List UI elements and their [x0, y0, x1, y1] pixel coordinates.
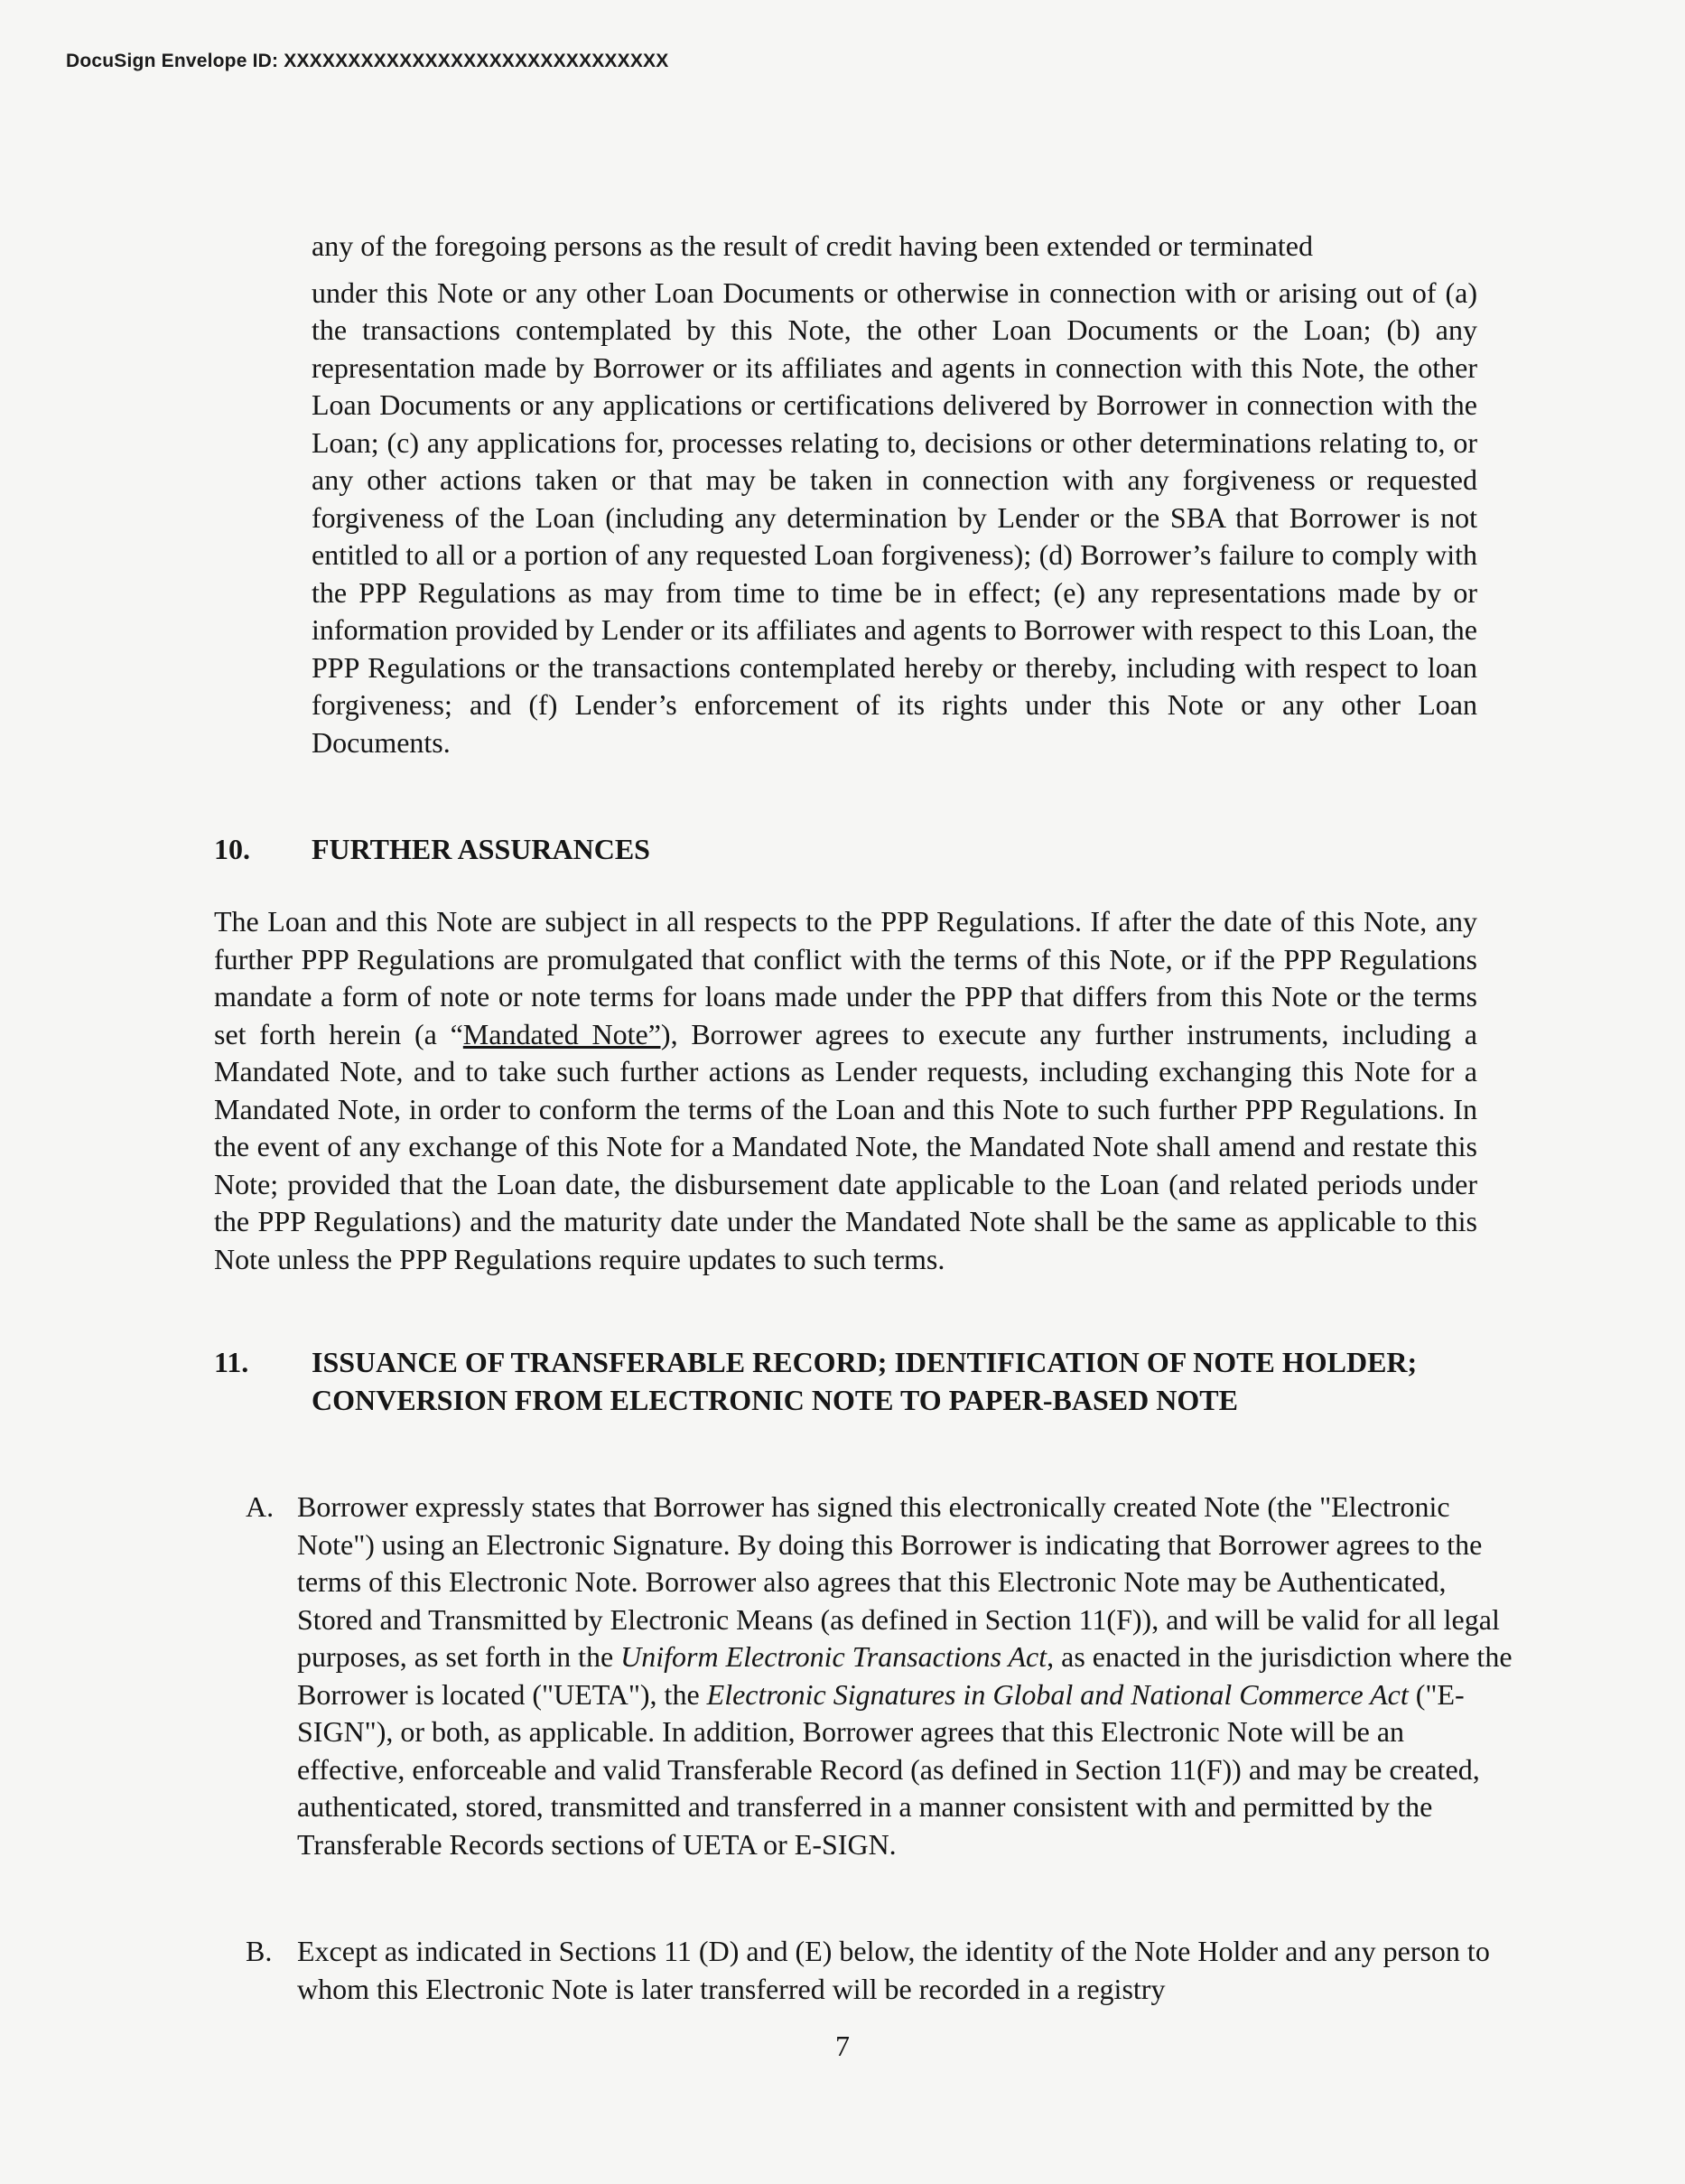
continuation-text: under this Note or any other Loan Documents or otherwise in connection with or arising out of (a) the transactions contemplated by this Note, the other Loan Documents or the Loan; (b) any representation made by Borrower or its affiliates and agents in connection with this Note, the other Loan Documents or any applications or certifications delivered by Borrower in connection with the Loan; (c) any applications for, processes relating to, decisions or other determinations relating to, or any other actions taken or that may be taken in connection with any forgiveness or requested forgiveness of the Loan (including any determination by Lender or the SBA that Borrower is not entitled to all or a portion of any requested Loan forgiveness); (d) Borrower’s failure to comply with the PPP Regulations as may from time to time be in effect; (e) any representations made by or information provided by Lender or its affiliates and agents to Borrower with respect to this Loan, the PPP Regulations or the transactions contemplated hereby or thereby, including with respect to loan forgiveness; and (f) Lender’s enforcement of its rights under this Note or any other Loan Documents.	[312, 275, 1477, 759]
section-title: FURTHER ASSURANCES	[312, 833, 650, 865]
paragraph-text: The Loan and this Note are subject in all respects to the PPP Regulations. If after the date of this Note, any further PPP Regulations are promulgated that conflict with the terms of this Note, or if the PPP Regulations mandate a form of note or note terms for loans made under the PPP that differs from this Note or the terms set forth herein (a “	[214, 905, 1477, 1050]
list-item-label: A.	[246, 1490, 275, 1523]
section-10-paragraph	[214, 903, 1477, 1278]
list-item-text	[297, 1489, 1513, 1863]
item-text-part: Borrower expressly states that Borrower has signed this electronically created Note (the "Electronic Note") using an Electronic Signature. By doing this Borrower is indicating that Borrower agrees to the terms of this Electronic Note. Borrower also agrees that this Electronic Note may be Authenticated, Stored and Transmitted by Electronic Means (as defined in Section 11(F)), and will be valid for all legal purposes, as set forth in the	[297, 1490, 1500, 1673]
page-number: 7	[835, 2030, 850, 2062]
uniform-act-name: Uniform Electronic Transactions Act	[620, 1640, 1047, 1673]
continuation-first-line: any of the foregoing persons as the result of credit having been extended or terminated	[312, 229, 1313, 262]
continuation-paragraph	[312, 228, 1477, 761]
section-title: ISSUANCE OF TRANSFERABLE RECORD; IDENTIFICATION OF NOTE HOLDER; CONVERSION FROM ELECTRONIC NOTE TO PAPER-BASED NOTE	[312, 1346, 1418, 1416]
docusign-envelope-id: DocuSign Envelope ID: XXXXXXXXXXXXXXXXXXXXXXXXXXXXXX	[66, 51, 669, 71]
defined-term-mandated-note: Mandated Note”),	[462, 1017, 678, 1050]
item-text-part: , as enacted in the jurisdiction where the Borrower is located ("UETA"), the	[297, 1640, 1513, 1711]
item-text-part: ("E-SIGN"), or both, as applicable. In addition, Borrower agrees that this Electronic Note will be an effective, enforceable and valid Transferable Record (as defined in Section 11(F)) and may be created, authenticated, stored, transmitted and transferred in a manner consistent with and permitted by the Transferable Records sections of UETA or E-SIGN.	[297, 1677, 1480, 1861]
list-item-label: B.	[246, 1935, 273, 1967]
section-number: 10.	[214, 833, 250, 865]
paragraph-text: Borrower agrees to execute any further instruments, including a Mandated Note, and to take such further actions as Lender requests, including exchanging this Note for a Mandated Note, in order to conform the terms of the Loan and this Note to such further PPP Regulations. In the event of any exchange of this Note for a Mandated Note, the Mandated Note shall amend and restate this Note; provided that the Loan date, the disbursement date applicable to the Loan (and related periods under the PPP Regulations) and the maturity date under the Mandated Note shall be the same as applicable to this Note unless the PPP Regulations require updates to such terms.	[214, 1017, 1478, 1275]
esign-act-name: Electronic Signatures in Global and National Commerce Act	[706, 1677, 1409, 1711]
list-item-text: Except as indicated in Sections 11 (D) and (E) below, the identity of the Note Holder and any person to whom this Electronic Note is later transferred will be recorded in a registry	[297, 1935, 1490, 2005]
section-number: 11.	[214, 1346, 249, 1378]
